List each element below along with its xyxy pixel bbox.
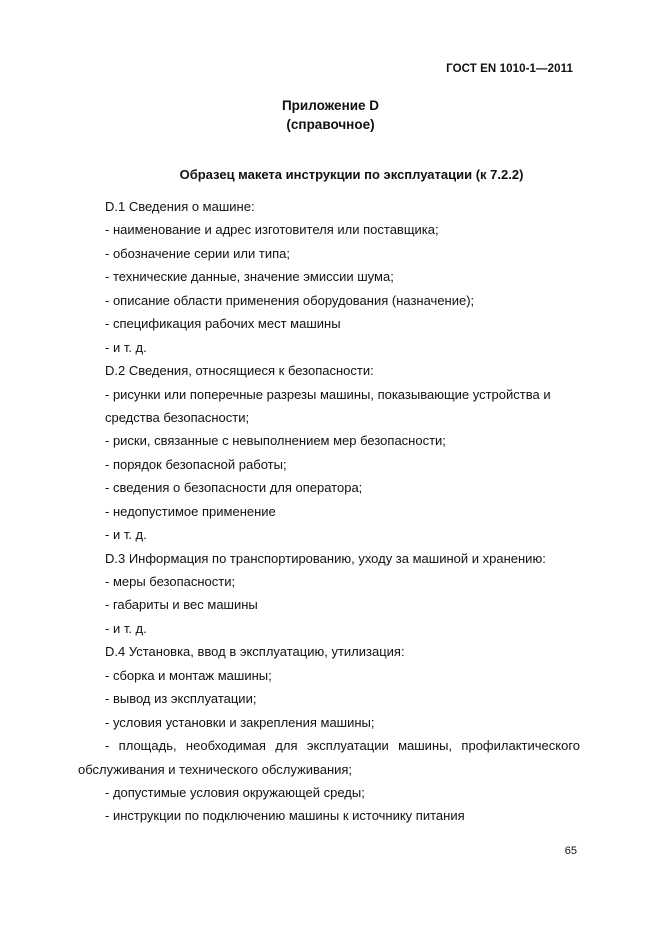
list-item: - технические данные, значение эмиссии шума; — [105, 269, 394, 285]
section-heading-d4: D.4 Установка, ввод в эксплуатацию, утилизация: — [105, 644, 405, 660]
list-item-continuation: обслуживания и технического обслуживания; — [78, 761, 353, 777]
sample-title: Образец макета инструкции по эксплуатации (к 7.2.2) — [179, 167, 524, 182]
section-heading-d2: D.2 Сведения, относящиеся к безопасности: — [105, 363, 374, 379]
list-item: - описание области применения оборудования (назначение); — [105, 292, 475, 308]
list-item: - условия установки и закрепления машины; — [105, 714, 375, 730]
list-item: - допустимые условия окружающей среды; — [105, 784, 365, 800]
list-item: - недопустимое применение — [105, 503, 276, 519]
list-item: - сведения о безопасности для оператора; — [105, 480, 363, 496]
list-item: - площадь, необходимая для эксплуатации машины, профилактического — [105, 738, 580, 754]
page-number: 65 — [564, 845, 577, 857]
appendix-heading — [0, 96, 661, 134]
list-item: - риски, связанные с невыполнением мер безопасности; — [105, 433, 446, 449]
list-item: - и т. д. — [105, 527, 147, 543]
list-item: - меры безопасности; — [105, 574, 236, 589]
section-heading-d1: D.1 Сведения о машине: — [105, 199, 255, 214]
list-item: - сборка и монтаж машины; — [105, 667, 272, 683]
list-item: - вывод из эксплуатации; — [105, 691, 257, 707]
list-item: - наименование и адрес изготовителя или поставщика; — [105, 222, 439, 238]
list-item: - порядок безопасной работы; — [105, 456, 287, 472]
list-item: - спецификация рабочих мест машины — [105, 316, 341, 332]
standard-code: ГОСТ EN 1010-1—2011 — [446, 63, 573, 75]
list-item: - габариты и вес машины — [105, 597, 258, 613]
list-item: - инструкции по подключению машины к источнику питания — [105, 808, 465, 824]
list-item-continuation: средства безопасности; — [105, 409, 250, 425]
appendix-subtitle: (справочное) — [286, 117, 375, 132]
document-body — [78, 195, 582, 828]
appendix-title: Приложение D — [281, 98, 380, 113]
list-item: - обозначение серии или типа; — [105, 245, 290, 261]
list-item: - и т. д. — [105, 620, 147, 636]
list-item: - рисунки или поперечные разрезы машины, показывающие устройства и — [105, 386, 551, 402]
section-heading-d3: D.3 Информация по транспортированию, уходу за машиной и хранению: — [105, 550, 546, 566]
list-item: - и т. д. — [105, 339, 147, 355]
